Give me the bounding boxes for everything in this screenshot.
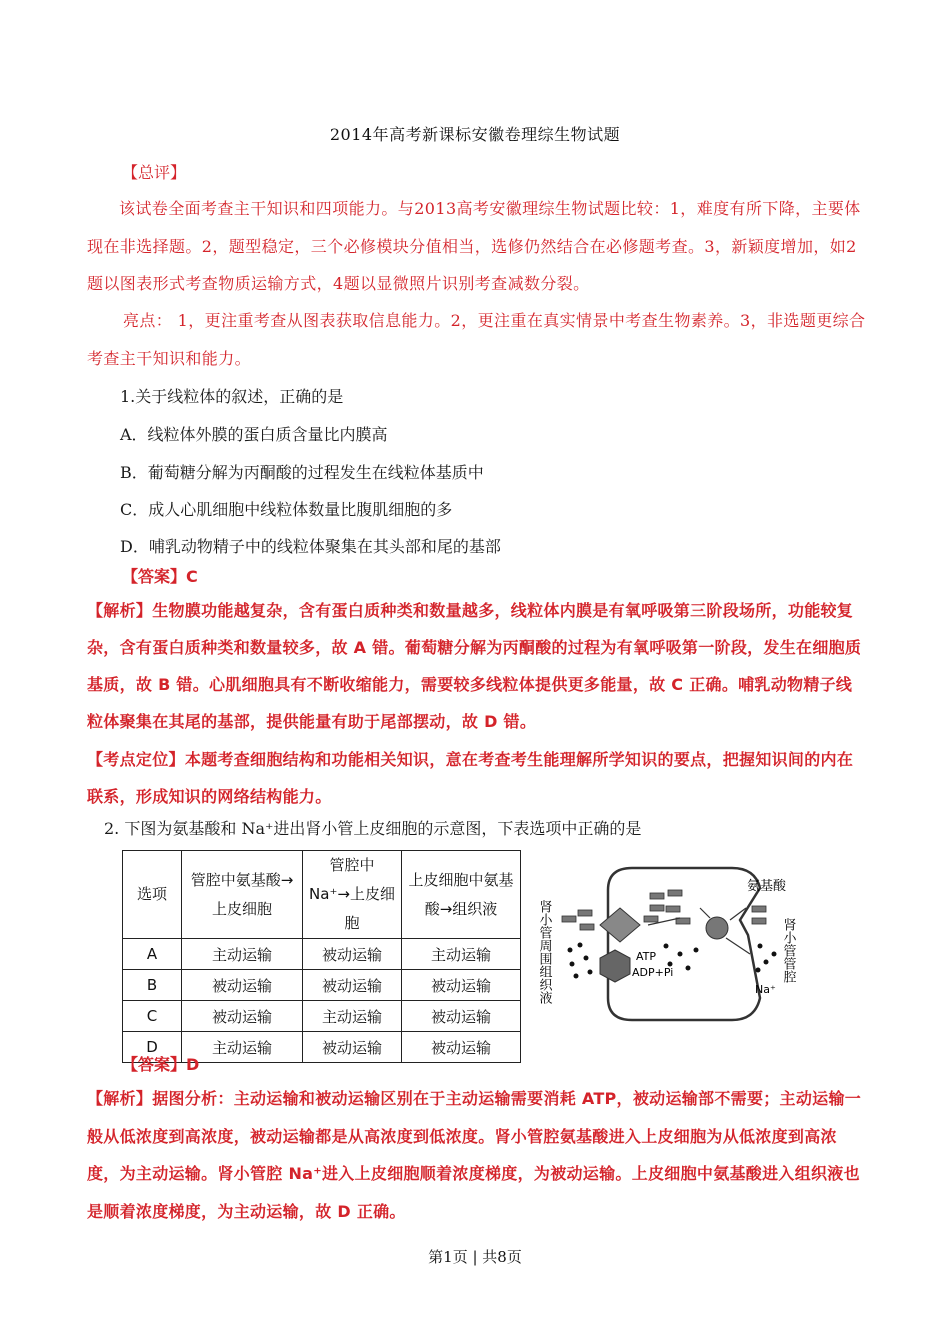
q1-option-a: A．线粒体外膜的蛋白质含量比内膜高: [120, 425, 388, 444]
table-cell: D: [123, 1032, 182, 1063]
table-header-cell: 管腔中 Na⁺→上皮细胞: [303, 851, 402, 939]
q1-option-b: B．葡萄糖分解为丙酮酸的过程发生在线粒体基质中: [120, 463, 484, 482]
table-row: [123, 970, 521, 1001]
page-footer: 第1页 | 共8页: [428, 1248, 522, 1266]
table-cell: 主动运输: [182, 939, 303, 970]
table-header-cell: 管腔中氨基酸→上皮细胞: [182, 851, 303, 939]
q2-answer: [122, 1052, 199, 1075]
transport-diagram: [520, 850, 850, 1025]
page-title: 2014年高考新课标安徽卷理综生物试题: [329, 125, 621, 144]
table-cell: C: [123, 1001, 182, 1032]
pump-shape: [600, 950, 630, 982]
review-highlights: 亮点： 1，更注重考查从图表获取信息能力。2，更注重在真实情景中考查生物素养。3，非选题更综合考查主干知识和能力。: [87, 311, 866, 368]
table-cell: 被动运输: [303, 970, 402, 1001]
q1-stem: 1.关于线粒体的叙述，正确的是: [120, 387, 344, 406]
table-cell: A: [123, 939, 182, 970]
table-cell: 被动运输: [303, 939, 402, 970]
q2-stem: 2. 下图为氨基酸和 Na⁺进出肾小管上皮细胞的示意图，下表选项中正确的是: [104, 819, 642, 838]
diagram-right-label: 肾小管管腔: [780, 918, 796, 983]
table-header-cell: 选项: [123, 851, 182, 939]
q1-answer-value: C: [186, 567, 198, 586]
cell-outline: [608, 868, 760, 1020]
q1-analysis: [87, 592, 867, 740]
transport-arrows: [648, 908, 750, 954]
na-label: Na⁺: [755, 983, 776, 996]
q2-analysis-text: 据图分析：主动运输和被动运输区别在于主动运输需要消耗 ATP，被动运输部不需要；主动运输一般从低浓度到高浓度，被动运输都是从高浓度到低浓度。肾小管腔氨基酸进入上皮细胞为从低浓度到高浓度，为主动运输。肾小管腔 Na⁺进入上皮细胞顺着浓度梯度，为被动运输。上皮细胞中氨基酸进入组织液也是顺着浓度梯度，为主动运输，故 D 正确。: [87, 1089, 862, 1221]
table-cell: 被动运输: [402, 1001, 521, 1032]
q1-analysis-label: 【解析】: [87, 601, 153, 620]
review-text: 该试卷全面考查主干知识和四项能力。与2013高考安徽理综生物试题比较：1，难度有所下降，主要体现在非选择题。2，题型稳定，三个必修模块分值相当，选修仍然结合在必修题考查。3，新颖度增加，如2题以图表形式考查物质运输方式，4题以显微照片识别考查减数分裂。: [87, 199, 861, 293]
table-row: [123, 939, 521, 970]
q1-option-c: C．成人心肌细胞中线粒体数量比腹肌细胞的多: [120, 500, 453, 519]
table-cell: 主动运输: [303, 1001, 402, 1032]
table-cell: 被动运输: [402, 970, 521, 1001]
table-header-row: [123, 851, 521, 939]
q1-kp-label: 【考点定位】: [87, 750, 185, 769]
table-cell: 主动运输: [182, 1032, 303, 1063]
table-cell: 被动运输: [182, 970, 303, 1001]
q2-answer-label: 【答案】: [122, 1055, 187, 1074]
q1-knowledge-point: [87, 741, 867, 815]
diagram-left-label: 肾小管周围组织液: [536, 900, 552, 1004]
q1-kp-text: 本题考查细胞结构和功能相关知识，意在考查考生能理解所学知识的要点，把握知识间的内在联系，形成知识的网络结构能力。: [87, 750, 854, 806]
channel-protein-shape: [706, 917, 728, 939]
adp-label: ADP+Pi: [632, 966, 674, 979]
q2-options-table: [122, 850, 521, 1063]
table-cell: 被动运输: [303, 1032, 402, 1063]
table-cell: B: [123, 970, 182, 1001]
table-row: [123, 1001, 521, 1032]
q1-answer: [122, 564, 198, 587]
table-cell: 被动运输: [182, 1001, 303, 1032]
table-cell: 被动运输: [402, 1032, 521, 1063]
q2-analysis: [87, 1080, 867, 1230]
carrier-protein-shape: [600, 908, 640, 942]
atp-label: ATP: [636, 950, 657, 963]
q1-option-d: D．哺乳动物精子中的线粒体聚集在其头部和尾的基部: [120, 537, 501, 556]
table-cell: 主动运输: [402, 939, 521, 970]
q1-analysis-text: 生物膜功能越复杂，含有蛋白质种类和数量越多，线粒体内膜是有氧呼吸第三阶段场所，功能较复杂，含有蛋白质种类和数量较多，故 A 错。葡萄糖分解为丙酮酸的过程为有氧呼吸第一阶段，发生在细胞质基质，故 B 错。心肌细胞具有不断收缩能力，需要较多线粒体提供更多能量，故 C 正确。哺乳动物精子线粒体聚集在其尾的基部，提供能量有助于尾部摆动，故 D 错。: [87, 601, 862, 731]
q2-analysis-label: 【解析】: [87, 1089, 153, 1108]
amino-acid-label: 氨基酸: [747, 879, 787, 894]
q2-answer-value: D: [186, 1055, 200, 1074]
amino-acid-blocks: [562, 890, 766, 930]
q1-answer-label: 【答案】: [122, 567, 187, 586]
table-header-cell: 上皮细胞中氨基酸→组织液: [402, 851, 521, 939]
review-label: 【总评】: [122, 163, 187, 182]
